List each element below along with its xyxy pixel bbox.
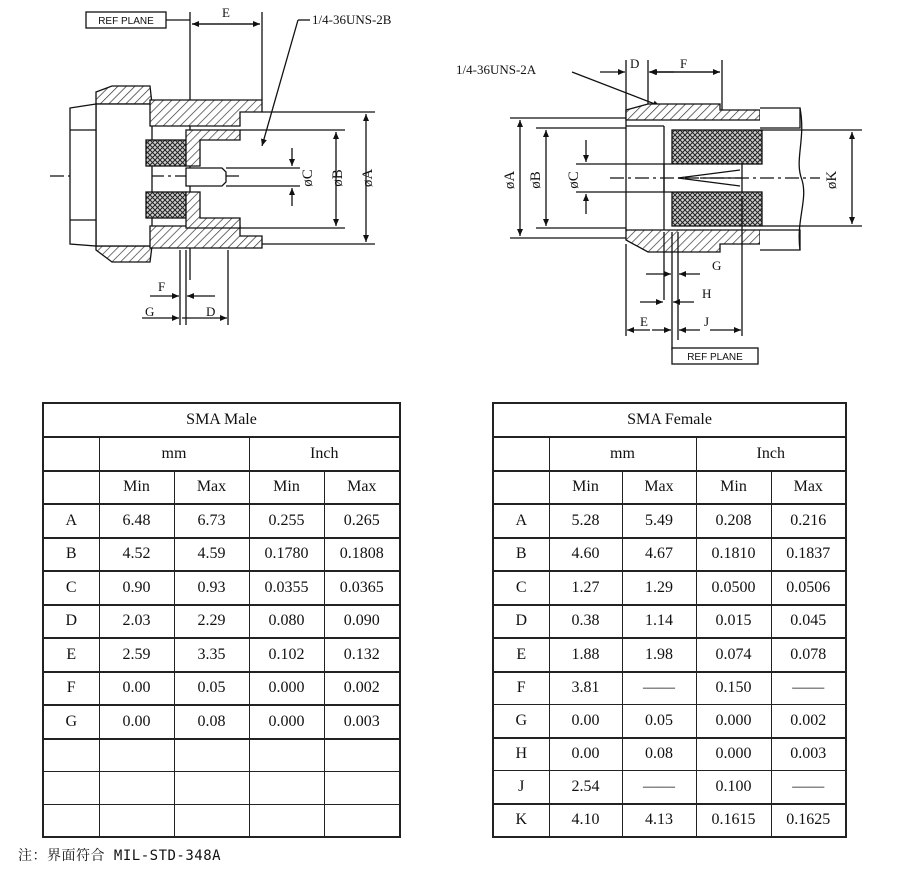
female-cell-mm-max: 0.08 <box>622 738 696 771</box>
female-cell-mm-max: 4.67 <box>622 538 696 572</box>
connector-drawings <box>0 0 924 390</box>
male-cell-in-min: 0.0355 <box>249 571 324 605</box>
male-dim-d-label: D <box>206 304 216 319</box>
male-table-title: SMA Male <box>43 403 400 437</box>
female-table-row <box>493 605 846 639</box>
female-cell-in-max: 0.1625 <box>771 804 846 838</box>
male-dim-a-label: øA <box>360 168 376 188</box>
female-dim-d-label: D <box>630 56 640 71</box>
female-dim-f-label: F <box>680 56 688 71</box>
male-table-row <box>43 672 400 706</box>
male-cell-in-max: 0.1808 <box>324 538 400 572</box>
female-table-row <box>493 804 846 838</box>
male-cell-mm-max: 3.35 <box>174 638 249 672</box>
male-table-row <box>43 571 400 605</box>
male-header-in-max: Max <box>324 471 400 505</box>
female-cell-in-min: 0.0500 <box>696 571 771 605</box>
female-cell-mm-max: 4.13 <box>622 804 696 838</box>
female-cell-dim: A <box>493 504 549 538</box>
female-table-row <box>493 504 846 538</box>
female-cell-dim: J <box>493 771 549 804</box>
male-dim-g-label: G <box>145 304 155 319</box>
male-cell-dim <box>43 804 99 837</box>
male-cell-in-max: 0.132 <box>324 638 400 672</box>
female-cell-in-min: 0.208 <box>696 504 771 538</box>
female-dim-g-label: G <box>712 258 722 273</box>
female-header-in-max: Max <box>771 471 846 505</box>
male-cell-in-max <box>324 804 400 837</box>
male-cell-dim: D <box>43 605 99 639</box>
male-connector-drawing <box>50 5 392 325</box>
female-subheader-empty <box>493 471 549 505</box>
male-cell-mm-min <box>99 772 174 805</box>
female-cell-mm-max: —— <box>622 672 696 705</box>
male-cell-dim <box>43 739 99 772</box>
female-cell-in-min: 0.150 <box>696 672 771 705</box>
male-table-body <box>43 504 400 837</box>
female-header-mm: mm <box>549 437 696 471</box>
female-cell-mm-min: 1.27 <box>549 571 622 605</box>
female-cell-mm-min: 0.00 <box>549 705 622 738</box>
male-table-row <box>43 739 400 772</box>
male-table-row <box>43 638 400 672</box>
male-table-row <box>43 605 400 639</box>
male-cell-in-min <box>249 804 324 837</box>
female-table-row <box>493 638 846 672</box>
male-header-in-min: Min <box>249 471 324 505</box>
male-dim-c-label: øC <box>300 169 316 187</box>
male-thread-label: 1/4-36UNS-2B <box>312 12 392 27</box>
female-cell-in-max: 0.216 <box>771 504 846 538</box>
male-cell-mm-min: 0.00 <box>99 672 174 706</box>
female-cell-dim: G <box>493 705 549 738</box>
female-header-empty <box>493 437 549 471</box>
female-table-row <box>493 771 846 804</box>
male-cell-in-max: 0.0365 <box>324 571 400 605</box>
female-cell-mm-min: 1.88 <box>549 638 622 672</box>
male-cell-mm-min <box>99 739 174 772</box>
male-dim-e-label: E <box>222 5 230 20</box>
female-cell-mm-max: 5.49 <box>622 504 696 538</box>
male-ref-plane-label: REF PLANE <box>98 16 154 27</box>
female-cell-in-max: 0.002 <box>771 705 846 738</box>
female-cell-in-min: 0.100 <box>696 771 771 804</box>
sma-male-table <box>42 402 401 838</box>
male-cell-mm-min: 4.52 <box>99 538 174 572</box>
female-table-row <box>493 571 846 605</box>
female-cell-in-max: —— <box>771 672 846 705</box>
female-connector-drawing <box>456 56 862 364</box>
male-cell-in-max: 0.265 <box>324 504 400 538</box>
female-cell-dim: E <box>493 638 549 672</box>
male-cell-in-max <box>324 739 400 772</box>
female-cell-dim: D <box>493 605 549 639</box>
male-cell-dim: E <box>43 638 99 672</box>
female-cell-dim: K <box>493 804 549 838</box>
female-header-inch: Inch <box>696 437 846 471</box>
female-cell-in-max: 0.003 <box>771 738 846 771</box>
female-cell-in-max: 0.1837 <box>771 538 846 572</box>
male-cell-in-min <box>249 772 324 805</box>
female-cell-mm-min: 2.54 <box>549 771 622 804</box>
female-cell-mm-min: 0.00 <box>549 738 622 771</box>
male-table-row <box>43 538 400 572</box>
female-cell-in-min: 0.074 <box>696 638 771 672</box>
male-cell-mm-min: 2.59 <box>99 638 174 672</box>
male-cell-dim <box>43 772 99 805</box>
female-table-body <box>493 504 846 837</box>
male-cell-dim: C <box>43 571 99 605</box>
male-cell-in-min: 0.080 <box>249 605 324 639</box>
female-cell-mm-min: 3.81 <box>549 672 622 705</box>
female-dim-a-label: øA <box>502 170 518 190</box>
female-cell-mm-min: 0.38 <box>549 605 622 639</box>
male-dim-f-label: F <box>158 279 166 294</box>
female-cell-in-max: 0.0506 <box>771 571 846 605</box>
female-table-row <box>493 538 846 572</box>
female-cell-in-min: 0.1615 <box>696 804 771 838</box>
male-cell-mm-max: 0.93 <box>174 571 249 605</box>
female-ref-plane-label: REF PLANE <box>687 352 743 363</box>
male-cell-dim: A <box>43 504 99 538</box>
female-cell-mm-min: 4.60 <box>549 538 622 572</box>
male-cell-mm-max <box>174 804 249 837</box>
female-dim-b-label: øB <box>528 171 544 189</box>
female-dim-j-label: J <box>704 314 710 329</box>
male-cell-in-min: 0.1780 <box>249 538 324 572</box>
male-header-inch: Inch <box>249 437 400 471</box>
male-table-row <box>43 804 400 837</box>
male-cell-mm-min: 2.03 <box>99 605 174 639</box>
male-header-mm-max: Max <box>174 471 249 505</box>
male-cell-in-min: 0.000 <box>249 705 324 739</box>
female-table-title: SMA Female <box>493 403 846 437</box>
female-cell-mm-max: —— <box>622 771 696 804</box>
female-dim-k-label: øK <box>824 170 840 190</box>
female-cell-mm-max: 1.29 <box>622 571 696 605</box>
female-cell-in-min: 0.015 <box>696 605 771 639</box>
female-header-in-min: Min <box>696 471 771 505</box>
female-table-row <box>493 672 846 705</box>
male-cell-mm-max <box>174 739 249 772</box>
female-cell-dim: H <box>493 738 549 771</box>
male-cell-mm-min <box>99 804 174 837</box>
standard-compliance-note: 注：界面符合 MIL-STD-348A <box>18 848 222 864</box>
female-cell-mm-max: 0.05 <box>622 705 696 738</box>
male-header-mm-min: Min <box>99 471 174 505</box>
female-header-mm-min: Min <box>549 471 622 505</box>
female-header-mm-max: Max <box>622 471 696 505</box>
female-dim-e-label: E <box>640 314 648 329</box>
female-cell-mm-max: 1.14 <box>622 605 696 639</box>
male-cell-mm-max: 2.29 <box>174 605 249 639</box>
female-table-row <box>493 705 846 738</box>
male-cell-mm-max: 4.59 <box>174 538 249 572</box>
male-cell-in-max: 0.002 <box>324 672 400 706</box>
male-cell-mm-max: 6.73 <box>174 504 249 538</box>
male-cell-mm-max <box>174 772 249 805</box>
female-cell-dim: F <box>493 672 549 705</box>
male-subheader-empty <box>43 471 99 505</box>
male-cell-in-min <box>249 739 324 772</box>
female-dim-h-label: H <box>702 286 712 301</box>
female-table-row <box>493 738 846 771</box>
female-cell-dim: C <box>493 571 549 605</box>
female-cell-mm-max: 1.98 <box>622 638 696 672</box>
sma-female-table <box>492 402 847 838</box>
male-header-empty <box>43 437 99 471</box>
female-thread-label: 1/4-36UNS-2A <box>456 62 537 77</box>
female-cell-in-min: 0.000 <box>696 738 771 771</box>
female-cell-in-min: 0.1810 <box>696 538 771 572</box>
male-cell-dim: B <box>43 538 99 572</box>
male-cell-in-min: 0.000 <box>249 672 324 706</box>
male-cell-in-min: 0.102 <box>249 638 324 672</box>
female-cell-in-max: 0.078 <box>771 638 846 672</box>
male-cell-mm-max: 0.08 <box>174 705 249 739</box>
female-cell-mm-min: 4.10 <box>549 804 622 838</box>
male-cell-mm-min: 0.90 <box>99 571 174 605</box>
female-cell-in-max: 0.045 <box>771 605 846 639</box>
male-cell-in-max: 0.090 <box>324 605 400 639</box>
male-cell-in-max <box>324 772 400 805</box>
male-table-row <box>43 705 400 739</box>
male-cell-mm-min: 0.00 <box>99 705 174 739</box>
male-dim-b-label: øB <box>330 169 346 187</box>
male-cell-dim: G <box>43 705 99 739</box>
male-table-row <box>43 504 400 538</box>
female-cell-mm-min: 5.28 <box>549 504 622 538</box>
female-cell-in-min: 0.000 <box>696 705 771 738</box>
male-cell-in-max: 0.003 <box>324 705 400 739</box>
male-cell-mm-min: 6.48 <box>99 504 174 538</box>
female-cell-in-max: —— <box>771 771 846 804</box>
male-cell-dim: F <box>43 672 99 706</box>
male-header-mm: mm <box>99 437 249 471</box>
female-dim-c-label: øC <box>566 171 582 189</box>
male-cell-mm-max: 0.05 <box>174 672 249 706</box>
female-cell-dim: B <box>493 538 549 572</box>
male-table-row <box>43 772 400 805</box>
male-cell-in-min: 0.255 <box>249 504 324 538</box>
